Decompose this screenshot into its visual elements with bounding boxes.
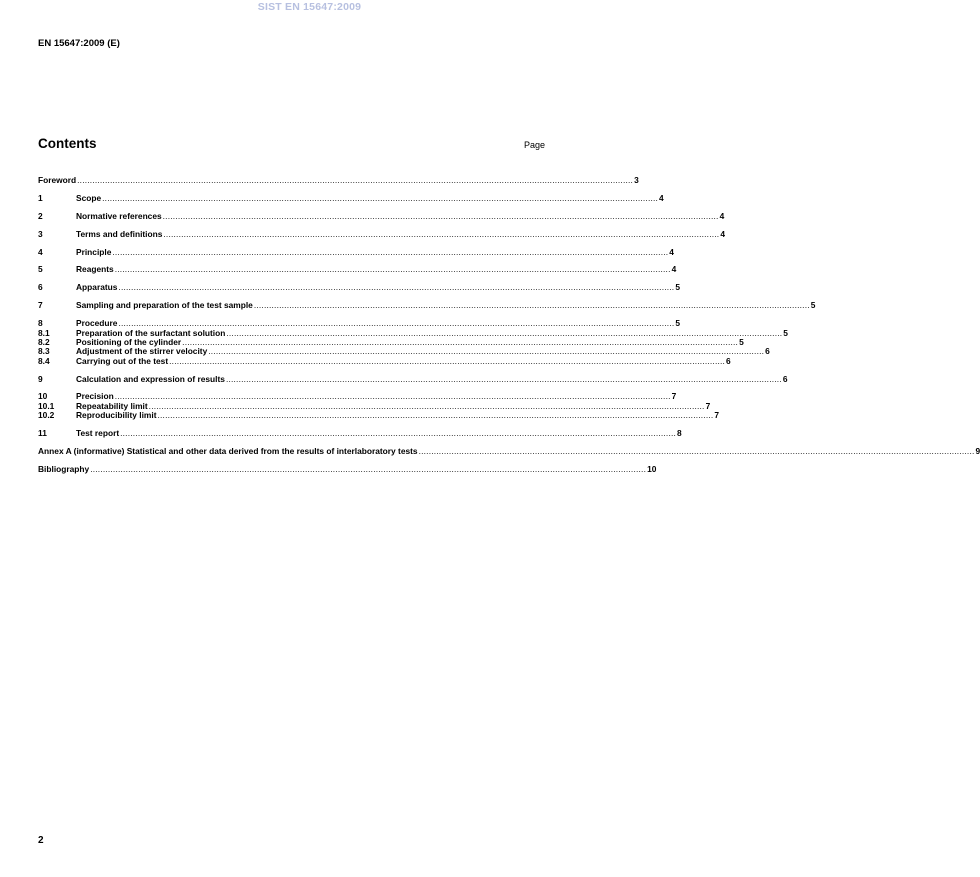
toc-entry-1[interactable] (38, 192, 664, 203)
toc-entry-annex-a[interactable] (38, 446, 980, 457)
toc-entry-page: 10 (647, 463, 657, 474)
toc-entry-page: 4 (671, 264, 677, 275)
dot-leader: ............................................................................................................................................................................................................................ (225, 373, 782, 384)
toc-entry-7[interactable] (38, 300, 816, 311)
toc-entry-page: 6 (765, 346, 770, 357)
toc-entry-title: Foreword (38, 175, 77, 185)
page-column-label: Page (523, 140, 545, 150)
dot-leader: ............................................................................................................................................................................................................................ (102, 192, 659, 203)
dot-leader: ............................................................................................................................................................................................................................ (114, 264, 671, 275)
toc-entry-foreword[interactable] (38, 175, 639, 185)
toc-entry-title: Procedure (76, 318, 118, 329)
toc-entry-page: 5 (675, 282, 680, 293)
toc-entry-number: 10.2 (38, 410, 55, 421)
dot-leader: ............................................................................................................................................................................................................................ (114, 391, 671, 402)
dot-leader: ............................................................................................................................................................................................................................ (169, 355, 726, 366)
dot-leader: ............................................................................................................................................................................................................................ (418, 446, 975, 457)
toc-entry-page: 8 (677, 428, 682, 439)
toc-entry-number: 8.1 (38, 327, 50, 338)
dot-leader: ............................................................................................................................................................................................................................ (118, 318, 675, 329)
toc-entry-number: 6 (38, 282, 43, 293)
dot-leader: ............................................................................................................................................................................................................................ (253, 300, 810, 311)
toc-entry-title: Sampling and preparation of the test sample (76, 300, 253, 311)
toc-entry-page: 5 (675, 318, 681, 329)
toc-entry-title: Carrying out of the test (76, 355, 169, 366)
toc-entry-number: 4 (38, 246, 43, 257)
page-number: 2 (38, 835, 44, 846)
toc-entry-4[interactable] (38, 246, 674, 257)
toc-entry-title: Bibliography (38, 463, 90, 474)
toc-entry-title: Adjustment of the stirrer velocity (76, 346, 208, 357)
toc-entry-2[interactable] (38, 210, 725, 221)
toc-entry-title: Reagents (76, 264, 114, 275)
dot-leader: ............................................................................................................................................................................................................................ (118, 282, 675, 293)
toc-entry-page: 6 (726, 355, 731, 366)
toc-entry-page: 5 (739, 336, 744, 347)
toc-entry-page: 7 (671, 391, 677, 402)
dot-leader: ............................................................................................................................................................................................................................ (120, 428, 677, 439)
toc-entry-title: Principle (76, 246, 112, 257)
toc-entry-page: 4 (719, 210, 725, 221)
toc-entry-10-2[interactable] (38, 410, 720, 421)
toc-entry-number: 5 (38, 264, 43, 275)
toc-entry-bibliography[interactable] (38, 463, 657, 474)
toc-entry-title: Positioning of the cylinder (76, 336, 182, 347)
toc-entry-number: 1 (38, 192, 43, 203)
toc-entry-title: Scope (76, 192, 102, 203)
toc-entry-page: 4 (659, 192, 664, 203)
toc-entry-page: 7 (714, 410, 720, 421)
toc-entry-number: 9 (38, 373, 43, 384)
toc-entry-number: 8.2 (38, 336, 50, 347)
toc-entry-page: 3 (634, 175, 639, 185)
dot-leader: ............................................................................................................................................................................................................................ (77, 175, 634, 185)
toc-entry-title: Apparatus (76, 282, 118, 293)
dot-leader: ............................................................................................................................................................................................................................ (162, 210, 719, 221)
dot-leader: ............................................................................................................................................................................................................................ (208, 346, 765, 357)
dot-leader: ............................................................................................................................................................................................................................ (157, 410, 714, 421)
toc-entry-page: 5 (810, 300, 816, 311)
toc-entry-page: 4 (720, 228, 725, 239)
toc-entry-9[interactable] (38, 373, 788, 384)
dot-leader: ............................................................................................................................................................................................................................ (226, 327, 783, 338)
dot-leader: ............................................................................................................................................................................................................................ (148, 400, 705, 411)
dot-leader: ............................................................................................................................................................................................................................ (90, 463, 647, 474)
toc-entry-3[interactable] (38, 228, 725, 239)
watermark: SIST EN 15647:2009 (257, 1, 362, 13)
toc-entry-number: 10 (38, 391, 48, 402)
dot-leader: ............................................................................................................................................................................................................................ (112, 246, 669, 257)
toc-entry-11[interactable] (38, 428, 682, 439)
toc-entry-number: 11 (38, 428, 47, 439)
toc-entry-page: 7 (705, 400, 711, 411)
toc-entry-5[interactable] (38, 264, 677, 275)
dot-leader: ............................................................................................................................................................................................................................ (163, 228, 720, 239)
toc-entry-title: Annex A (informative) Statistical and other data derived from the results of interlaboratory tests (38, 446, 418, 457)
toc-entry-number: 8.3 (38, 346, 50, 357)
toc-entry-title: Calculation and expression of results (76, 373, 225, 384)
toc-entry-title: Terms and definitions (76, 228, 163, 239)
toc-entry-8-4[interactable] (38, 355, 731, 366)
toc-entry-title: Reproducibility limit (76, 410, 157, 421)
toc-entry-title: Repeatability limit (76, 400, 148, 411)
toc-entry-title: Test report (76, 428, 120, 439)
toc-entry-page: 9 (975, 446, 980, 457)
toc-entry-number: 2 (38, 210, 43, 221)
page-title: Contents (38, 136, 97, 151)
toc-entry-6[interactable] (38, 282, 680, 293)
toc-entry-page: 5 (783, 327, 788, 338)
toc-entry-page: 4 (669, 246, 674, 257)
toc-entry-number: 10.1 (38, 400, 55, 411)
toc-entry-page: 6 (782, 373, 788, 384)
toc-entry-number: 7 (38, 300, 43, 311)
table-of-contents (38, 175, 980, 474)
toc-entry-title: Precision (76, 391, 114, 402)
toc-entry-number: 3 (38, 228, 43, 239)
dot-leader: ............................................................................................................................................................................................................................ (182, 336, 739, 347)
toc-entry-title: Normative references (76, 210, 162, 221)
toc-entry-title: Preparation of the surfactant solution (76, 327, 226, 338)
toc-entry-number: 8 (38, 318, 43, 329)
toc-entry-number: 8.4 (38, 355, 50, 366)
document-identifier: EN 15647:2009 (E) (38, 38, 120, 49)
